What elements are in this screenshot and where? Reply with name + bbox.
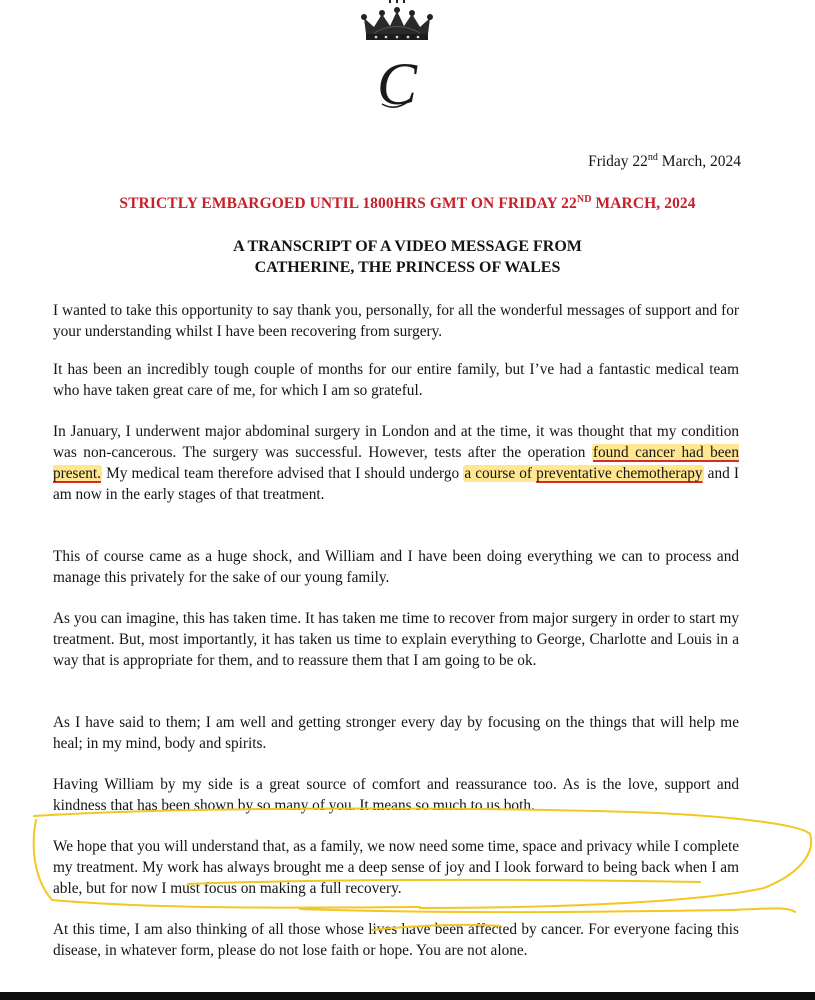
date-suffix: nd (647, 152, 658, 163)
underline-found-cancer: found cancer (592, 444, 682, 461)
bottom-edge-bar (0, 992, 815, 1000)
embargo-notice (20, 194, 795, 213)
highlight-a-course-of: a course of (464, 465, 537, 482)
paragraph-4: This of course came as a huge shock, and William and I have been doing everything we can to process and manage this privately for the sake of our young family. (53, 548, 739, 586)
title-line-2: CATHERINE, THE PRINCESS OF WALES (254, 259, 561, 276)
document-date (480, 152, 741, 171)
paragraph-2: It has been an incredibly tough couple of months for our entire family, but I’ve had a fantastic medical team who have taken great care of me, for which I am so grateful. (53, 361, 739, 399)
paragraph-7: Having William by my side is a great source of comfort and reassurance too. As is the love, support and kindness that has been shown by so many of you. It means so much to us both. (53, 776, 739, 814)
date-day: Friday 22 (588, 153, 648, 171)
paragraph-9: At this time, I am also thinking of all those whose lives have been affected by cancer. For everyone facing this disease, in whatever form, please do not lose faith or hope. You are not alone. (53, 921, 739, 959)
underline-had-been-present: had been present. (53, 444, 739, 482)
embargo-text: STRICTLY EMBARGOED UNTIL 1800HRS GMT ON FRIDAY 22 (119, 195, 577, 213)
embargo-text-rest: MARCH, 2024 (591, 195, 696, 213)
paragraph-1: I wanted to take this opportunity to say thank you, personally, for all the wonderful messages of support and for your understanding whilst I have been recovering from surgery. (53, 302, 739, 340)
paragraph-8: We hope that you will understand that, as a family, we now need some time, space and privacy while I complete my treatment. My work has always brought me a deep sense of joy and I look forward to being back when I am able, but for now I must focus on making a full recovery. (53, 838, 739, 897)
embargo-sup: ND (576, 194, 592, 205)
paragraph-5: As you can imagine, this has taken time. It has taken me time to recover from major surgery in order to start my treatment. But, most importantly, it has taken us time to explain everything to George, Charlotte and Louis in a way that is appropriate for them, and to reassure them that I am going to be ok. (53, 610, 739, 669)
p3-text-3: and I am now in the early stages of that treatment. (53, 465, 739, 503)
document-title (100, 236, 715, 278)
paragraph-3 (53, 421, 739, 505)
title-line-1: A TRANSCRIPT OF A VIDEO MESSAGE FROM (233, 238, 582, 255)
underline-preventative-chemotherapy: preventative chemotherapy (536, 465, 703, 482)
cypher-letter: C (376, 51, 418, 117)
royal-cypher-logo (352, 0, 442, 118)
highlight-chemotherapy (463, 465, 703, 482)
p3-text-1: In January, I underwent major abdominal surgery in London and at the time, it was thought that my condition was non-cancerous. The surgery was successful. However, tests after the operation (53, 423, 739, 461)
date-month-year: March, 2024 (657, 153, 741, 171)
paragraph-6: As I have said to them; I am well and getting stronger every day by focusing on the things that will help me heal; in my mind, body and spirits. (53, 714, 739, 752)
p3-text-2: My medical team therefore advised that I should undergo (102, 465, 464, 482)
